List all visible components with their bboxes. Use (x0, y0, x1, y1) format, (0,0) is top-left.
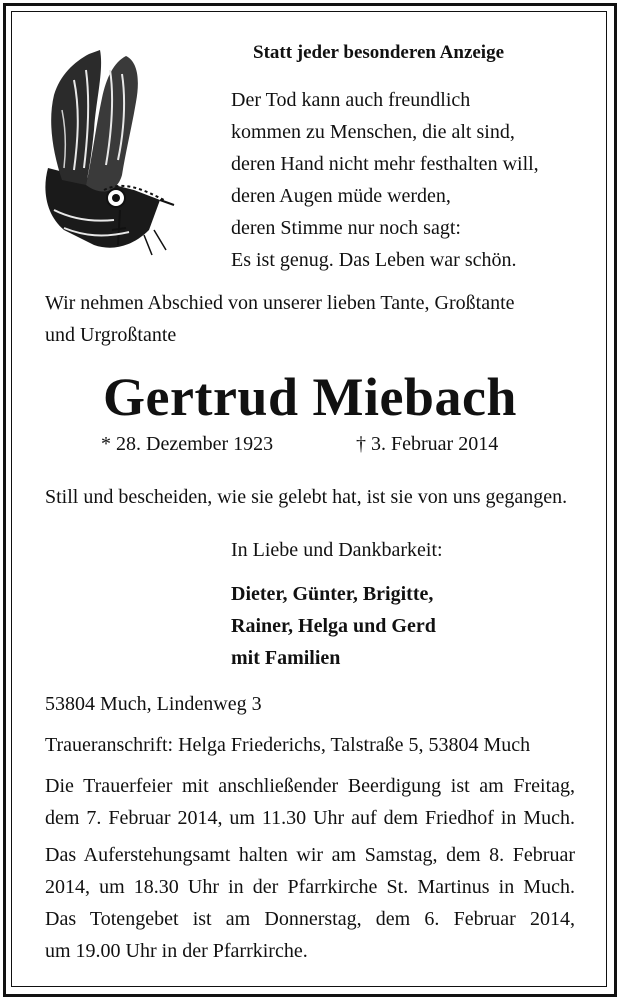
mass-line: 2014, um 18.30 Uhr in der Pfarrkirche St. Martinus in Much. (45, 876, 575, 898)
notice-heading: Statt jeder besonderen Anzeige (253, 42, 505, 63)
closing-phrase: In Liebe und Dankbarkeit: (231, 539, 443, 561)
funeral-info (45, 770, 575, 834)
poem-line: kommen zu Menschen, die alt sind, (231, 121, 515, 143)
mass-line: um 19.00 Uhr in der Pfarrkirche. (45, 940, 308, 962)
poem-line: deren Stimme nur noch sagt: (231, 217, 461, 239)
mass-info (45, 839, 575, 967)
deceased-name: Gertrud Miebach (103, 367, 517, 427)
home-address: 53804 Much, Lindenweg 3 (45, 693, 262, 715)
birth-date: * 28. Dezember 1923 (101, 433, 274, 455)
intro-line: Wir nehmen Abschied von unserer lieben Tante, Großtante (45, 292, 515, 314)
poem-line: Es ist genug. Das Leben war schön. (231, 249, 517, 271)
family-line: Rainer, Helga und Gerd (231, 615, 436, 637)
mass-line: Das Totengebet ist am Donnerstag, dem 6. Februar 2014, (45, 908, 575, 930)
funeral-line: Die Trauerfeier mit anschließender Beerdigung ist am Freitag, (45, 775, 575, 797)
praying-hands-icon (34, 40, 184, 260)
poem-line: deren Augen müde werden, (231, 185, 451, 207)
family-signatures (231, 578, 436, 674)
death-date: † 3. Februar 2014 (356, 433, 499, 455)
poem-line: Der Tod kann auch freundlich (231, 89, 471, 111)
intro-text (45, 287, 515, 351)
family-line: mit Familien (231, 647, 341, 669)
intro-line: und Urgroßtante (45, 324, 177, 346)
tagline: Still und bescheiden, wie sie gelebt hat, ist sie von uns gegangen. (45, 486, 568, 508)
mourning-address: Traueranschrift: Helga Friederichs, Talstraße 5, 53804 Much (45, 734, 531, 756)
mass-line: Das Auferstehungsamt halten wir am Samstag, dem 8. Februar (45, 844, 575, 866)
family-line: Dieter, Günter, Brigitte, (231, 583, 434, 605)
funeral-line: dem 7. Februar 2014, um 11.30 Uhr auf dem Friedhof in Much. (45, 807, 575, 829)
poem-line: deren Hand nicht mehr festhalten will, (231, 153, 539, 175)
poem (231, 84, 539, 276)
